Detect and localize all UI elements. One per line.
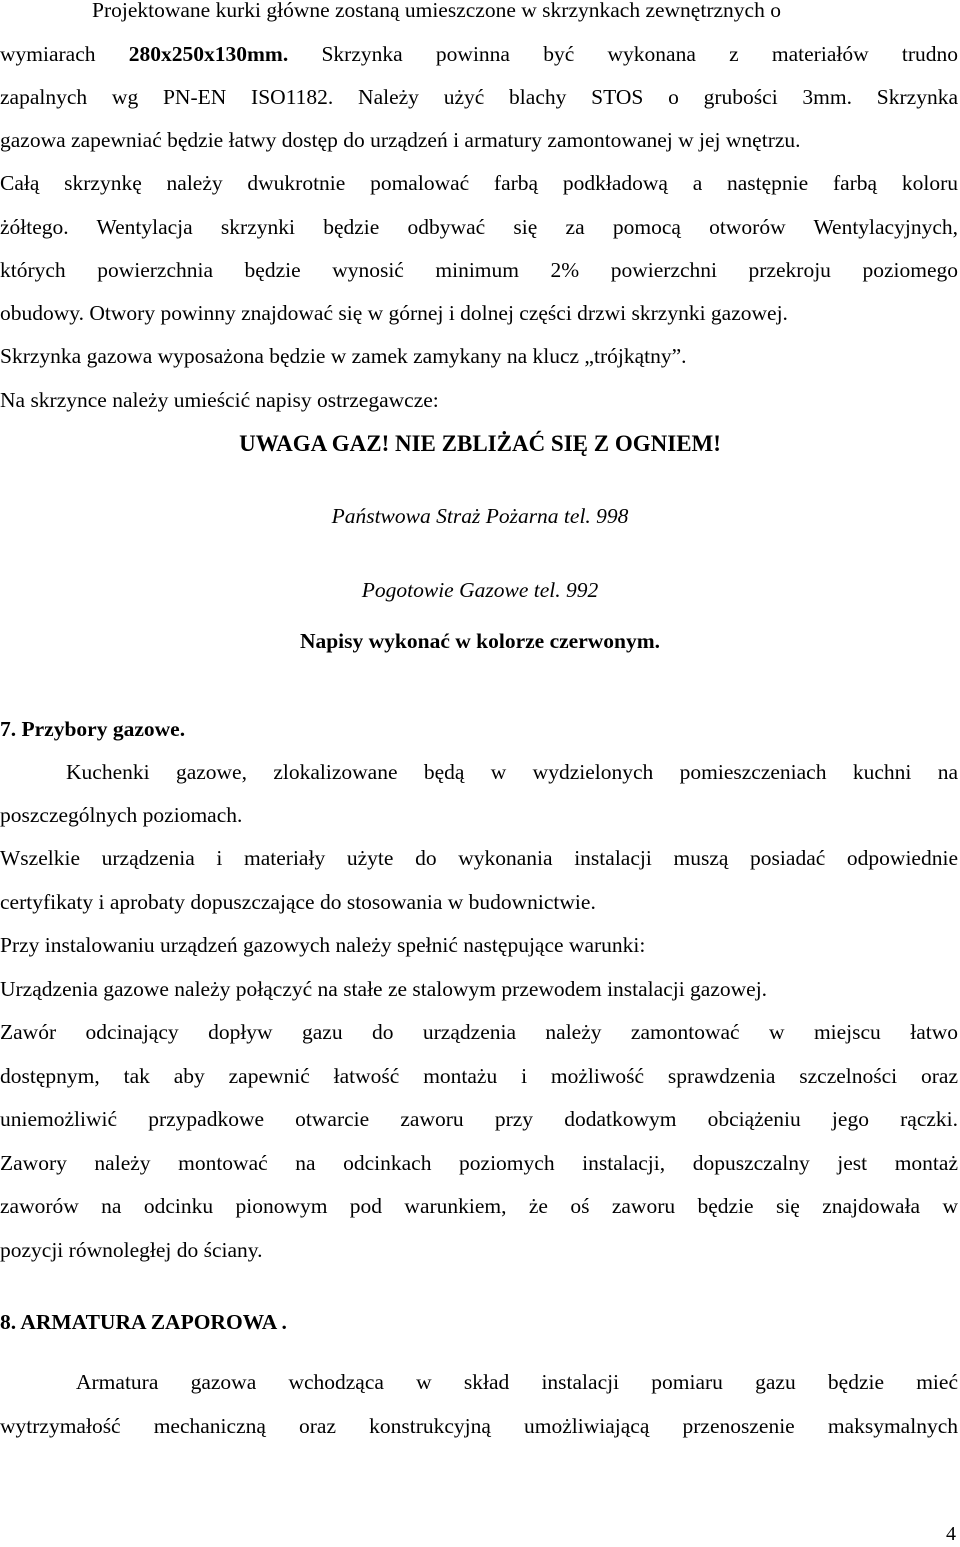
- paragraph-line: [0, 1103, 958, 1135]
- line-text: Urządzenia gazowe należy połączyć na stałe ze stalowym przewodem instalacji gazowej.: [0, 977, 768, 1001]
- line-text: dostępnym, tak aby zapewnić łatwość montażu i możliwość sprawdzenia szczelności oraz: [0, 1064, 958, 1088]
- line-text: Zawory należy montować na odcinkach poziomych instalacji, dopuszczalny jest montaż: [0, 1151, 958, 1175]
- line-text: Skrzynka powinna być wykonana z materiałów trudno: [288, 42, 958, 66]
- gas-emergency-phone: Pogotowie Gazowe tel. 992: [361, 578, 599, 602]
- line-text: których powierzchnia będzie wynosić minimum 2% powierzchni przekroju poziomego: [0, 258, 958, 282]
- line-text: certyfikaty i aprobaty dopuszczające do stosowania w budownictwie.: [0, 890, 596, 914]
- line-text: Armatura gazowa wchodząca w skład instalacji pomiaru gazu będzie mieć: [76, 1370, 958, 1394]
- line-text: Skrzynka gazowa wyposażona będzie w zamek zamykany na klucz „trójkątny”.: [0, 344, 687, 368]
- line-text: Na skrzynce należy umieścić napisy ostrzegawcze:: [0, 388, 439, 412]
- section-heading: 8. ARMATURA ZAPOROWA .: [0, 1310, 287, 1334]
- paragraph-line: [76, 1366, 958, 1398]
- paragraph-line: [0, 211, 958, 243]
- line-text: obudowy. Otwory powinny znajdować się w górnej i dolnej części drzwi skrzynki gazowej.: [0, 301, 788, 325]
- warning-headline: UWAGA GAZ! NIE ZBLIŻAĆ SIĘ Z OGNIEM!: [239, 431, 721, 456]
- paragraph-line: [0, 1147, 958, 1179]
- paragraph-line: [0, 1410, 958, 1442]
- paragraph-line: [0, 1234, 960, 1266]
- page-number: 4: [946, 1523, 956, 1545]
- paragraph-line: [0, 167, 958, 199]
- paragraph-line: [0, 340, 960, 372]
- line-text: zapalnych wg PN-EN ISO1182. Należy użyć blachy STOS o grubości 3mm. Skrzynka: [0, 85, 958, 109]
- box-dimensions: 280x250x130mm.: [128, 42, 289, 66]
- paragraph-line: [0, 297, 960, 329]
- paragraph-line: [0, 254, 958, 286]
- paragraph-line: [66, 756, 958, 788]
- paragraph-line: [0, 842, 958, 874]
- paragraph-line: [0, 384, 960, 416]
- line-text: Przy instalowaniu urządzeń gazowych należy spełnić następujące warunki:: [0, 933, 646, 957]
- line-text: zaworów na odcinku pionowym pod warunkiem, że oś zaworu będzie się znajdowała w: [0, 1194, 958, 1218]
- paragraph-line: [0, 1060, 958, 1092]
- line-text: gazowa zapewniać będzie łatwy dostęp do urządzeń i armatury zamontowanej w jej wnętrzu.: [0, 128, 801, 152]
- line-text: Projektowane kurki główne zostaną umieszczone w skrzynkach zewnętrznych o: [92, 0, 781, 22]
- line-text: Wszelkie urządzenia i materiały użyte do wykonania instalacji muszą posiadać odpowiednie: [0, 846, 958, 870]
- fire-brigade-phone: Państwowa Straż Pożarna tel. 998: [331, 504, 629, 528]
- paragraph-line: [0, 799, 960, 831]
- line-text: Całą skrzynkę należy dwukrotnie pomalować farbą podkładową a następnie farbą koloru: [0, 171, 958, 195]
- color-note: Napisy wykonać w kolorze czerwonym.: [299, 629, 661, 653]
- line-text: wytrzymałość mechaniczną oraz konstrukcyjną umożliwiającą przenoszenie maksymalnych: [0, 1414, 958, 1438]
- paragraph-line: [0, 1190, 958, 1222]
- section-heading: 7. Przybory gazowe.: [0, 717, 186, 741]
- paragraph-line: [92, 0, 958, 26]
- paragraph-line: [0, 886, 960, 918]
- line-text: żółtego. Wentylacja skrzynki będzie odbywać się za pomocą otworów Wentylacyjnych,: [0, 215, 958, 239]
- paragraph-line: [0, 38, 958, 70]
- line-text: Zawór odcinający dopływ gazu do urządzenia należy zamontować w miejscu łatwo: [0, 1020, 958, 1044]
- paragraph-line: [0, 81, 958, 113]
- line-text: pozycji równoległej do ściany.: [0, 1238, 263, 1262]
- paragraph-line: [0, 973, 960, 1005]
- paragraph-line: [0, 929, 960, 961]
- paragraph-line: [0, 124, 960, 156]
- line-text: uniemożliwić przypadkowe otwarcie zaworu przy dodatkowym obciążeniu jego rączki.: [0, 1107, 958, 1131]
- line-text: poszczególnych poziomach.: [0, 803, 243, 827]
- line-text: Kuchenki gazowe, zlokalizowane będą w wydzielonych pomieszczeniach kuchni na: [66, 760, 958, 784]
- paragraph-line: [0, 1016, 958, 1048]
- line-text: wymiarach: [0, 42, 129, 66]
